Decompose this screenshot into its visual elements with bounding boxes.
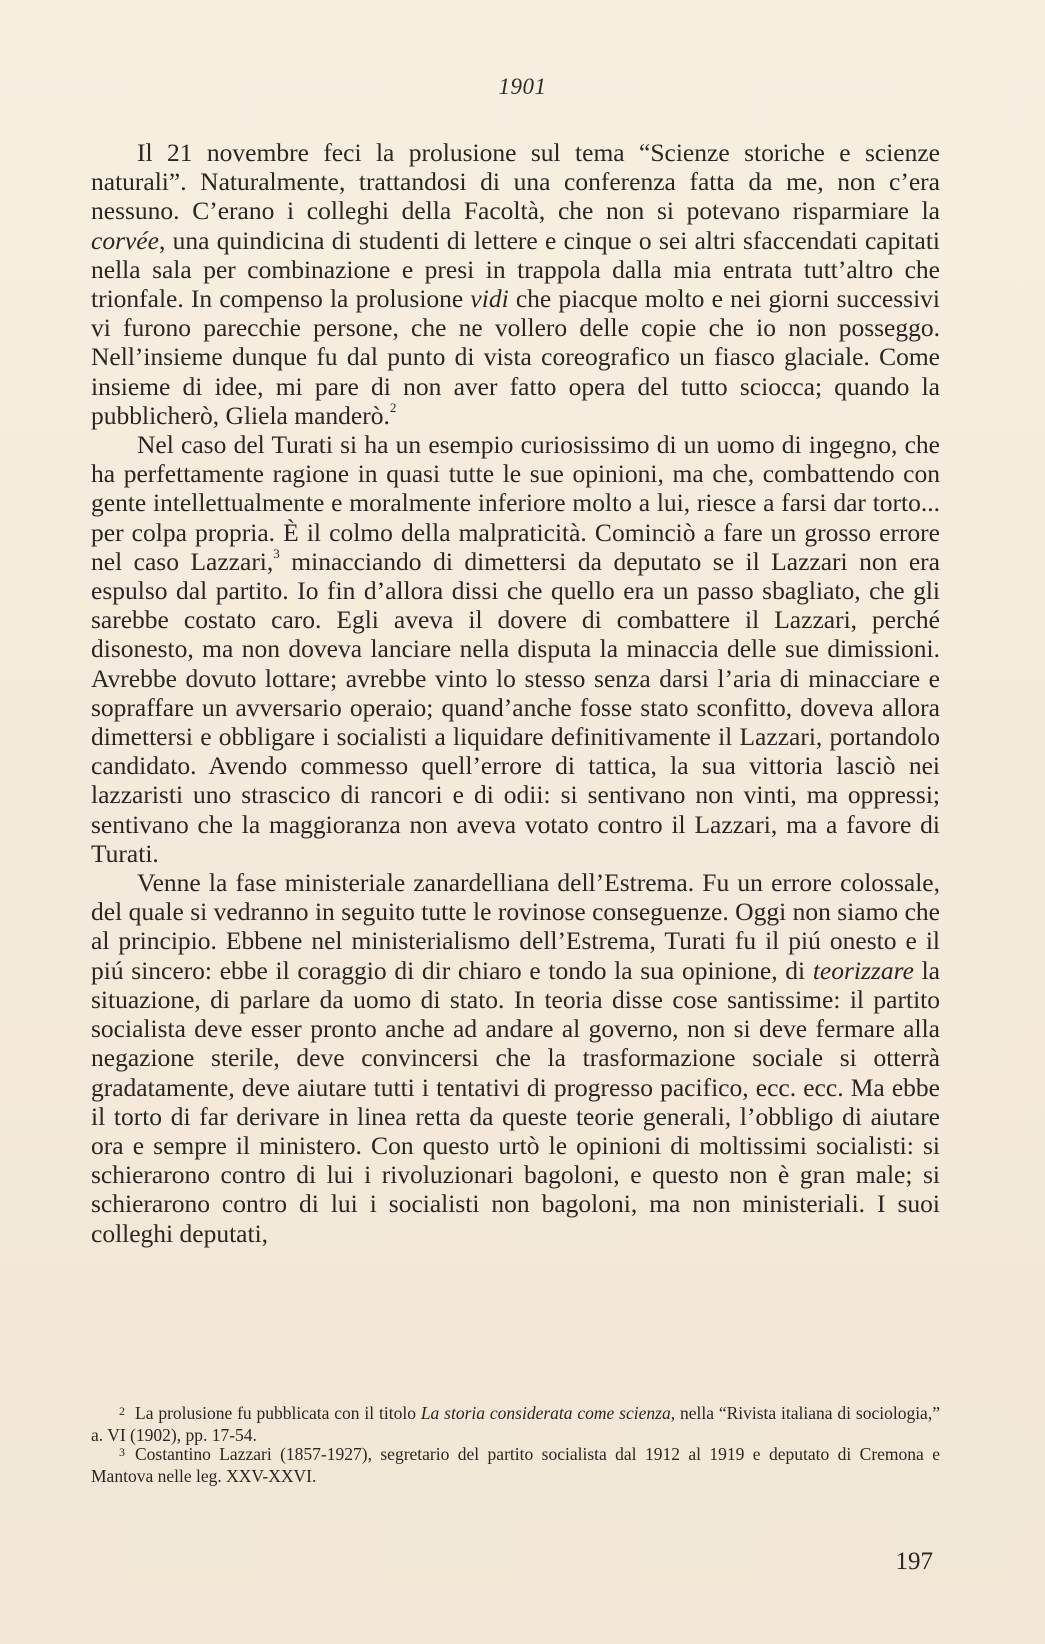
footnote-3 [91, 1445, 940, 1486]
footnote-number: 3 [119, 1445, 125, 1459]
text-run: che piacque molto e nei giorni successivi vi furono parecchie persone, che ne vollero delle copie che io non posseggo. Nell’insieme dunque fu dal punto di vista coreografico un fiasco glaciale. Come insieme di idee, mi pare di non aver fatto opera del tutto sciocca; quando la pubblicherò, Gliela manderò. [91, 284, 940, 430]
text-run: minacciando di dimettersi da deputato se il Lazzari non era espulso dal partito. Io fin d’allora dissi che quello era un passo sbagliato, che gli sarebbe costato caro. Egli aveva il dovere di combattere il Lazzari, perché disonesto, ma non doveva lanciare nella disputa la minaccia delle sue dimissioni. Avrebbe dovuto lottare; avrebbe vinto lo stesso senza darsi l’aria di minacciare e sopraffare un avversario operaio; quand’anche fosse stato sconfitto, doveva allora dimettersi e obbligare i socialisti a liquidare definitivamente il Lazzari, portandolo candidato. Avendo commesso quell’errore di tattica, la sua vittoria lasciò nei lazzaristi uno strascico di rancori e di odii: si sentivano non vinti, ma oppressi; sentivano che la maggioranza non aveva votato contro il Lazzari, ma a favore di Turati. [91, 546, 940, 868]
text-run: Venne la fase ministeriale zanardelliana dell’Estrema. Fu un errore colossale, del quale si vedranno in seguito tutte le rovinose conseguenze. Oggi non siamo che al principio. Ebbene nel ministerialismo dell’Estrema, Turati fu il piú onesto e il piú sincero: ebbe il coraggio di dir chiaro e tondo la sua opinione, di [91, 868, 940, 985]
italic-term-teorizzare: teorizzare [812, 955, 914, 985]
footnote-2 [91, 1404, 940, 1445]
paragraph-prolusione [91, 138, 940, 430]
text-run: Nel caso del Turati si ha un esempio curiosissimo di un uomo di ingegno, che ha perfettamente ragione in quasi tutte le sue opinioni, ma che, combattendo con gente intellettualmente e moralmente inferiore molto a lui, riesce a farsi dar torto... per colpa propria. È il colmo della malpraticità. Cominciò a fare un grosso errore nel caso Lazzari, [91, 430, 940, 576]
running-head-year: 1901 [498, 74, 547, 99]
footnote-reference-3: 3 [273, 546, 280, 562]
paragraph-ministeriale [91, 868, 940, 1248]
footnotes [91, 1404, 940, 1486]
text-run: La prolusione fu pubblicata con il titolo [135, 1403, 421, 1423]
footnote-reference-2: 2 [389, 400, 397, 416]
italic-term-vidi: vidi [470, 284, 509, 314]
page-number: 197 [895, 1548, 933, 1575]
text-run: nella “Rivista italiana di sociologia,” a. VI (1902), pp. 17-54. [91, 1403, 940, 1445]
main-text [91, 138, 940, 1248]
text-run: Il 21 novembre feci la prolusione sul tema “Scienze storiche e scienze naturali”. Naturalmente, trattandosi di una conferenza fatta da me, non c’era nessuno. C’erano i colleghi della Facoltà, che non si potevano risparmiare la [91, 138, 940, 226]
footnote-number: 2 [119, 1404, 125, 1418]
text-run: , una quindicina di studenti di lettere e cinque o sei altri sfaccendati capitati nella sala per combinazione e presi in trappola dalla mia entrata tutt’altro che trionfale. In compenso la prolusione [91, 225, 940, 314]
footnote-italic-title: La storia considerata come scienza, [420, 1403, 676, 1423]
text-run: la situazione, di parlare da uomo di stato. In teoria disse cose santissime: il partito socialista deve esser pronto anche ad andare al governo, non si deve fermare alla negazione sterile, deve convincersi che la trasformazione sociale si otterrà gradatamente, deve aiutare tutti i tentativi di progresso pacifico, ecc. ecc. Ma ebbe il torto di far derivare in linea retta da queste teorie generali, l’obbligo di aiutare ora e sempre il ministero. Con questo urtò le opinioni di moltissimi socialisti: si schierarono contro di lui i rivoluzionari bagoloni, e questo non è gran male; si schierarono contro di lui i socialisti non bagoloni, ma non ministeriali. I suoi colleghi deputati, [91, 955, 940, 1248]
text-run: Costantino Lazzari (1857-1927), segretario del partito socialista dal 1912 al 1919 e deputato di Cremona e Mantova nelle leg. XXV-XXVI. [91, 1444, 940, 1486]
paragraph-turati [91, 430, 940, 868]
italic-term-corvee: corvée [91, 225, 159, 255]
